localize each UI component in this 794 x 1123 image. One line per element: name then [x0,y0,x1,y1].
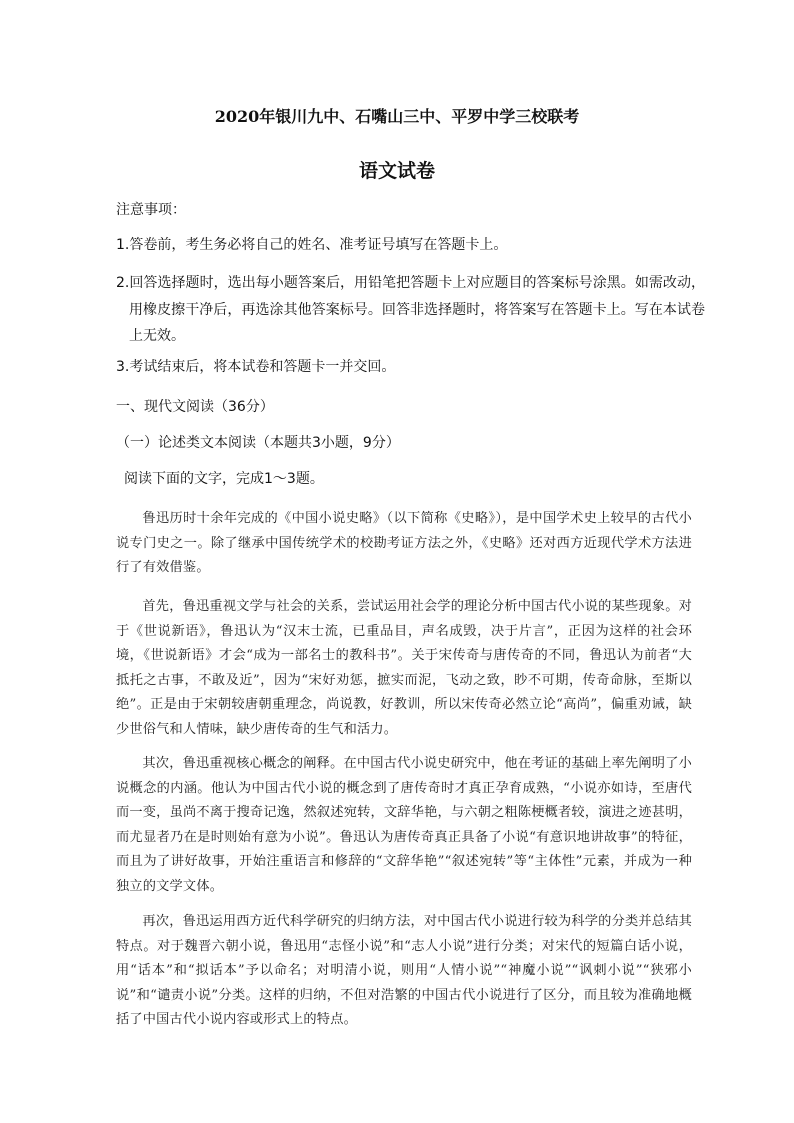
notice-heading: 注意事项： [116,202,186,218]
section-subheading: （一）论述类文本阅读（本题共3小题，9分） [116,435,400,451]
notice-item-3: 3.考试结束后，将本试卷和答题卡一并交回。 [116,359,396,375]
passage-paragraph-2: 首先，鲁迅重视文学与社会的关系，尝试运用社会学的理论分析中国古代小说的某些现象。对于《世说新语》，鲁迅认为“汉末士流，已重品目，声名成毁，决于片言”，正因为这样的社会环境，《世说新语》才会“成为一部名士的教科书”。关于宋传奇与唐传奇的不同，鲁迅认为前者“大抵托之古事，不敢及近”，因为“宋好劝惩，摭实而泥，飞动之致，眇不可期，传奇命脉，至斯以绝”。正是由于宋朝较唐朝重理念，尚说教，好教训，所以宋传奇必然立论“高尚”，偏重劝诫，缺少世俗气和人情味，缺少唐传奇的生气和活力。 [116,599,692,737]
section-heading: 一、现代文阅读（36分） [116,399,274,415]
exam-subtitle: 语文试卷 [358,160,435,182]
reading-instruction: 阅读下面的文字，完成1～3题。 [124,471,324,487]
notice-item-2: 2.回答选择题时，选出每小题答案后，用铅笔把答题卡上对应题目的答案标号涂黑。如需改动，用橡皮擦干净后，再选涂其他答案标号。回答非选择题时，将答案写在答题卡上。写在本试卷上无效。 [116,275,705,344]
exam-title: 2020年银川九中、石嘴山三中、平罗中学三校联考 [214,107,580,126]
notice-item-1: 1.答卷前，考生务必将自己的姓名、准考证号填写在答题卡上。 [116,237,508,253]
passage-paragraph-1: 鲁迅历时十余年完成的《中国小说史略》（以下简称《史略》），是中国学术史上较早的古代小说专门史之一。除了继承中国传统学术的校勘考证方法之外，《史略》还对西方近现代学术方法进行了有效借鉴。 [116,511,692,575]
passage-paragraph-4: 再次，鲁迅运用西方近代科学研究的归纳方法，对中国古代小说进行较为科学的分类并总结其特点。对于魏晋六朝小说，鲁迅用“志怪小说”和“志人小说”进行分类；对宋代的短篇白话小说，用“话本”和“拟话本”予以命名；对明清小说，则用“人情小说”“神魔小说”“讽刺小说”“狭邪小说”和“谴责小说”分类。这样的归纳，不但对浩繁的中国古代小说进行了区分，而且较为准确地概括了中国古代小说内容或形式上的特点。 [116,914,692,1027]
passage-paragraph-3: 其次，鲁迅重视核心概念的阐释。在中国古代小说史研究中，他在考证的基础上率先阐明了小说概念的内涵。他认为中国古代小说的概念到了唐传奇时才真正孕育成熟，“小说亦如诗，至唐代而一变，虽尚不离于搜奇记逸，然叙述宛转，文辞华艳，与六朝之粗陈梗概者较，演进之迹甚明，而尤显者乃在是时则始有意为小说”。鲁迅认为唐传奇真正具备了小说“有意识地讲故事”的特征，而且为了讲好故事，开始注重语言和修辞的“文辞华艳”“叙述宛转”等“主体性”元素，并成为一种独立的文学文体。 [116,756,692,894]
